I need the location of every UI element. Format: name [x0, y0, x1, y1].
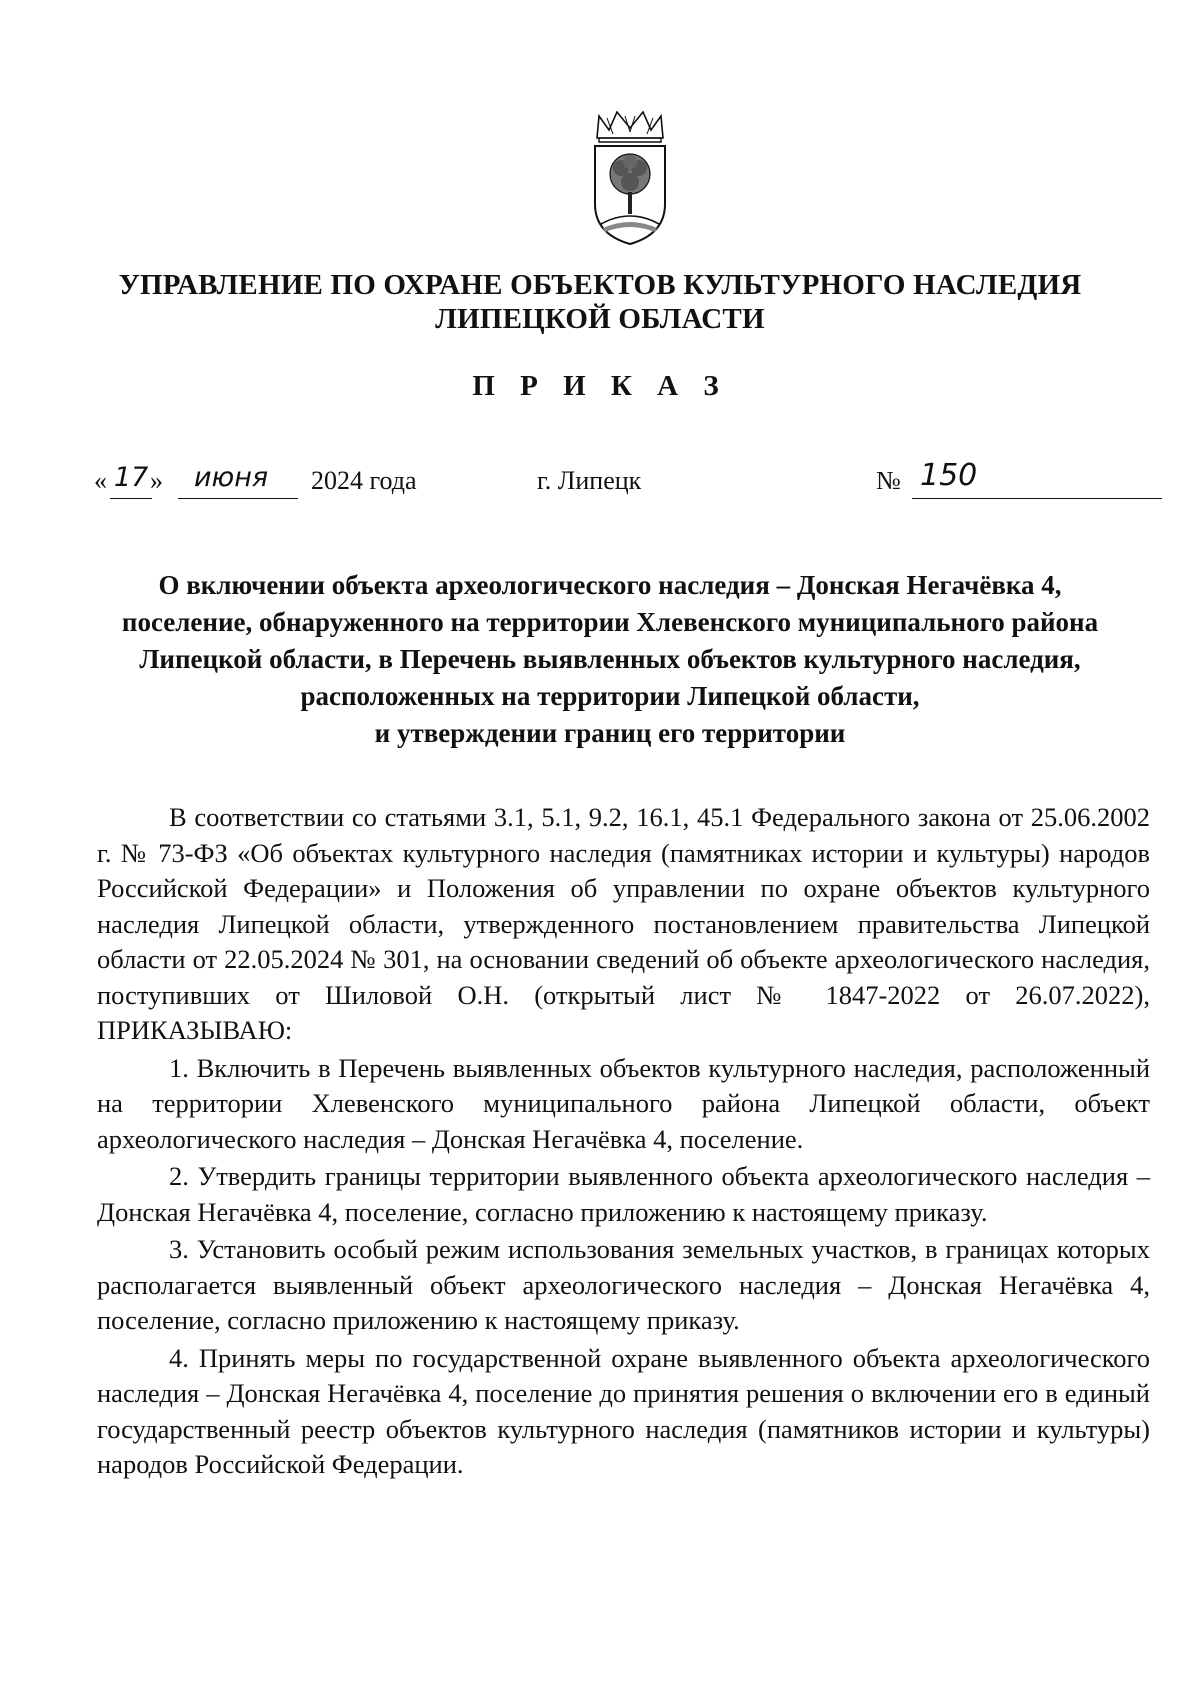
document-body: [97, 800, 1150, 1483]
order-item-1: 1. Включить в Перечень выявленных объектов культурного наследия, расположенный на территории Хлевенского муниципального района Липецкой области, объект археологического наследия – Донская Негачёвка 4, поселение.: [97, 1052, 1150, 1154]
subject-line: Липецкой области, в Перечень выявленных объектов культурного наследия,: [139, 644, 1081, 674]
date-month-underline: [178, 498, 298, 499]
date-number-line: [0, 458, 1200, 506]
document-number-label: №: [876, 466, 901, 495]
subject-line: поселение, обнаруженного на территории Хлевенского муниципального района: [121, 607, 1099, 637]
document-number-underline: [912, 498, 1162, 499]
document-number-handwritten: 150: [920, 458, 978, 493]
document-city: г. Липецк: [537, 466, 642, 495]
order-item-2: 2. Утвердить границы территории выявленного объекта археологического наследия – Донская Негачёвка 4, поселение, согласно приложению к настоящему приказу.: [97, 1161, 1150, 1227]
subject-line: О включении объекта археологического наследия – Донская Негачёвка 4,: [158, 570, 1062, 600]
organization-name-line1: УПРАВЛЕНИЕ ПО ОХРАНЕ ОБЪЕКТОВ КУЛЬТУРНОГО НАСЛЕДИЯ: [118, 269, 1082, 301]
order-item-4: 4. Принять меры по государственной охране выявленного объекта археологического наследия – Донская Негачёвка 4, поселение до принятия решения о включении его в единый государственный реестр объектов культурного наследия (памятников истории и культуры) народов Российской Федерации.: [97, 1342, 1150, 1479]
organization-name-line2: ЛИПЕЦКОЙ ОБЛАСТИ: [435, 303, 765, 335]
lipetsk-oblast-coat-of-arms-icon: [585, 108, 675, 248]
subject-line: расположенных на территории Липецкой области,: [300, 681, 920, 711]
date-year: 2024 года: [311, 466, 417, 495]
document-type-title: П Р И К А З: [472, 370, 728, 402]
date-open-quote: «: [94, 466, 107, 495]
preamble-paragraph: В соответствии со статьями 3.1, 5.1, 9.2, 16.1, 45.1 Федерального закона от 25.06.2002 г. № 73-ФЗ «Об объектах культурного наследия (памятниках истории и культуры) народов Российской Федерации» и Положения об управлении по охране объектов культурного наследия Липецкой области, утвержденного постановлением правительства Липецкой области от 22.05.2024 № 301, на основании сведений об объекте археологического наследия, поступивших от Шиловой О.Н. (открытый лист № 1847-2022 от 26.07.2022), ПРИКАЗЫВАЮ:: [97, 802, 1150, 1045]
date-day-handwritten: 17: [114, 462, 149, 493]
organization-name: [100, 268, 1100, 336]
order-item-3: 3. Установить особый режим использования земельных участков, в границах которых располагается выявленный объект археологического наследия – Донская Негачёвка 4, поселение, согласно приложению к настоящему приказу.: [97, 1234, 1150, 1335]
date-day-underline: [110, 498, 152, 499]
subject-line: и утверждении границ его территории: [374, 718, 846, 748]
document-subject: [110, 567, 1110, 752]
date-close-quote: »: [150, 466, 163, 495]
date-month-handwritten: июня: [194, 462, 269, 493]
